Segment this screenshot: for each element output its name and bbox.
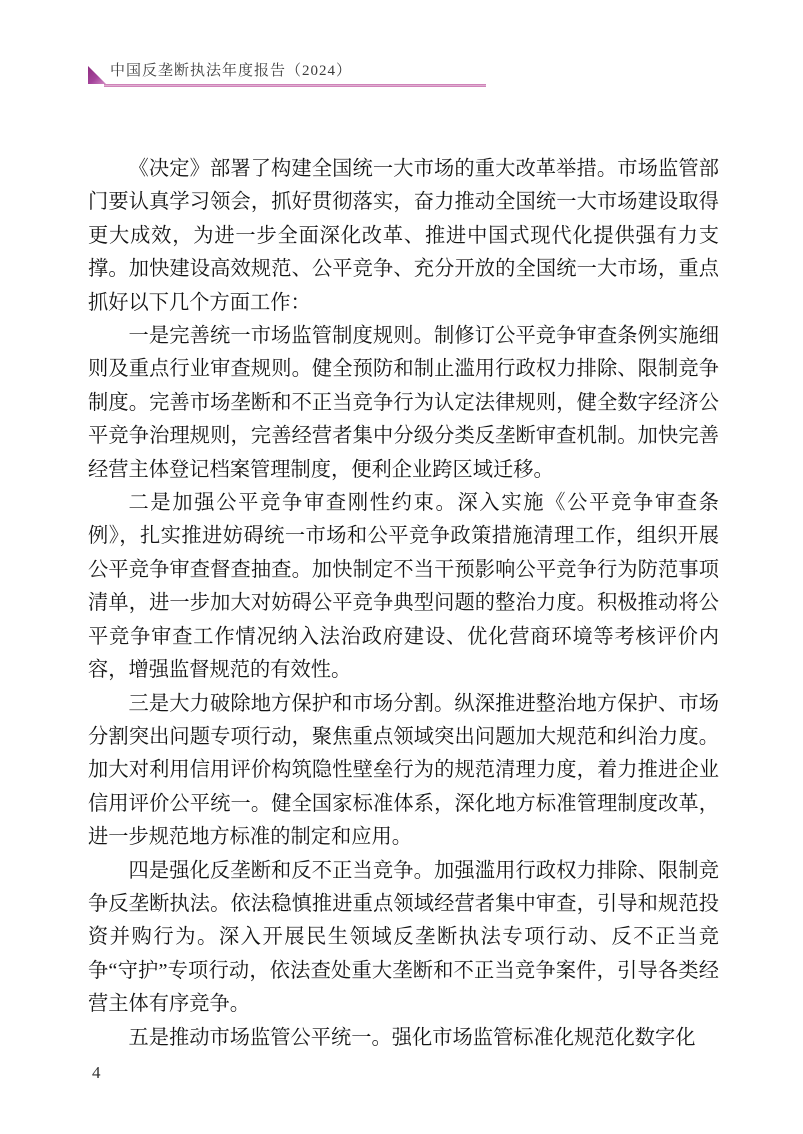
document-body [88,153,719,1055]
page-number: 4 [92,1063,101,1082]
paragraph-point-5: 五是推动市场监管公平统一。强化市场监管标准化规范化数字化 [128,1026,696,1049]
paragraph-point-1: 一是完善统一市场监管制度规则。制修订公平竞争审查条例实施细则及重点行业审查规则。健全预防和制止滥用行政权力排除、限制竞争制度。完善市场垄断和不正当竞争行为认定法律规则，健全数字经济公平竞争治理规则，完善经营者集中分级分类反垄断审查机制。加快完善经营主体登记档案管理制度，便利企业跨区域迁移。 [88,325,719,481]
paragraph-point-4: 四是强化反垄断和反不正当竞争。加强滥用行政权力排除、限制竞争反垄断执法。依法稳慎推进重点领域经营者集中审查，引导和规范投资并购行为。深入开展民生领域反垄断执法专项行动、反不正当竞争“守护”专项行动，依法查处重大垄断和不正当竞争案件，引导各类经营主体有序竞争。 [88,859,719,1016]
paragraph-point-3: 三是大力破除地方保护和市场分割。纵深推进整治地方保护、市场分割突出问题专项行动，聚焦重点领域突出问题加大规范和纠治力度。加大对利用信用评价构筑隐性壁垒行为的规范清理力度，着力推进企业信用评价公平统一。健全国家标准体系，深化地方标准管理制度改革，进一步规范地方标准的制定和应用。 [88,692,719,849]
paragraph-point-2: 二是加强公平竞争审查刚性约束。深入实施《公平竞争审查条例》，扎实推进妨碍统一市场和公平竞争政策措施清理工作，组织开展公平竞争审查督查抽查。加快制定不当干预影响公平竞争行为防范事项清单，进一步加大对妨碍公平竞争典型问题的整治力度。积极推动将公平竞争审查工作情况纳入法治政府建设、优化营商环境等考核评价内容，增强监督规范的有效性。 [88,492,719,682]
running-header-title: 中国反垄断执法年度报告（2024） [110,63,353,79]
paragraph-intro: 《决定》部署了构建全国统一大市场的重大改革举措。市场监管部门要认真学习领会，抓好贯彻落实，奋力推动全国统一大市场建设取得更大成效，为进一步全面深化改革、推进中国式现代化提供强有力支撑。加快建设高效规范、公平竞争、充分开放的全国统一大市场，重点抓好以下几个方面工作： [88,158,719,314]
accent-triangle-icon [88,66,106,84]
header-underline [104,84,486,87]
